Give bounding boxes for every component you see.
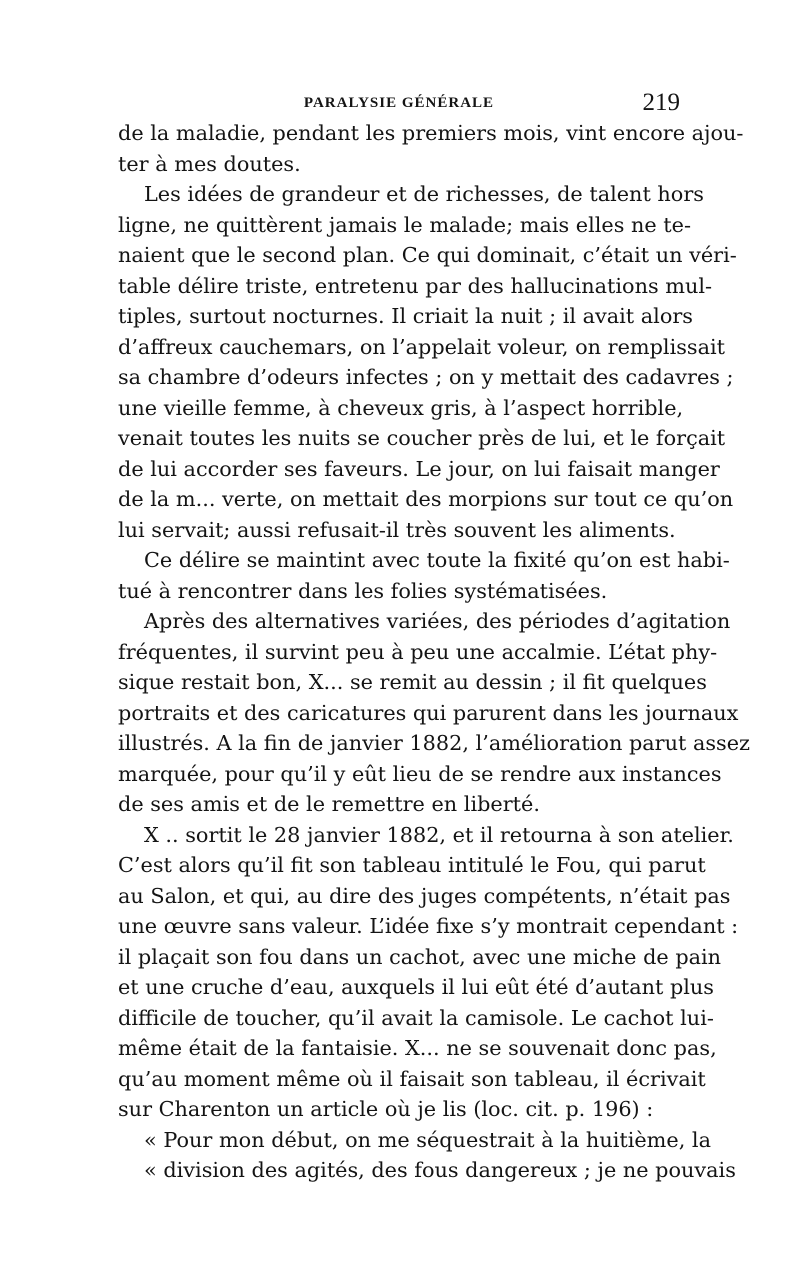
text-line-18: fréquentes, il survint peu à peu une accalmie. L’état phy- bbox=[118, 639, 718, 664]
text-line-17: Après des alternatives variées, des périodes d’agitation bbox=[144, 609, 731, 633]
text-line-8: d’affreux cauchemars, on l’appelait voleur, on remplissait bbox=[118, 334, 725, 359]
body-text bbox=[118, 118, 750, 1186]
text-line-11: venait toutes les nuits se coucher près de lui, et le forçait bbox=[118, 426, 726, 450]
text-line-4: ligne, ne quittèrent jamais le malade; mais elles ne te- bbox=[118, 212, 691, 237]
text-line-27: une œuvre sans valeur. L’idée fixe s’y montrait cependant : bbox=[118, 914, 739, 938]
text-line-12: de lui accorder ses faveurs. Le jour, on lui faisait manger bbox=[118, 456, 720, 481]
text-line-14: lui servait; aussi refusait-il très souvent les aliments. bbox=[118, 517, 676, 542]
text-line-23: de ses amis et de le remettre en liberté. bbox=[118, 792, 540, 816]
text-line-7: tiples, surtout nocturnes. Il criait la nuit ; il avait alors bbox=[118, 304, 693, 328]
text-line-34: « Pour mon début, on me séquestrait à la huitième, la bbox=[144, 1127, 711, 1152]
text-line-9: sa chambre d’odeurs infectes ; on y mettait des cadavres ; bbox=[118, 365, 734, 389]
book-page bbox=[118, 88, 750, 1188]
page-number: 219 bbox=[642, 89, 680, 116]
text-line-3: Les idées de grandeur et de richesses, de talent hors bbox=[144, 182, 704, 206]
text-line-24: X .. sortit le 28 janvier 1882, et il retourna à son atelier. bbox=[144, 822, 734, 847]
running-title: PARALYSIE GÉNÉRALE bbox=[303, 95, 495, 111]
text-line-21: illustrés. A la fin de janvier 1882, l’amélioration parut assez bbox=[118, 731, 750, 755]
text-line-6: table délire triste, entretenu par des hallucinations mul- bbox=[118, 273, 713, 298]
text-line-31: même était de la fantaisie. X... ne se souvenait donc pas, bbox=[118, 1036, 717, 1060]
text-line-30: difficile de toucher, qu’il avait la camisole. Le cachot lui- bbox=[118, 1005, 714, 1030]
text-line-2: ter à mes doutes. bbox=[118, 151, 301, 176]
text-line-15: Ce délire se maintint avec toute la fixité qu’on est habi- bbox=[144, 548, 730, 572]
text-line-20: portraits et des caricatures qui parurent dans les journaux bbox=[118, 700, 739, 725]
text-line-16: tué à rencontrer dans les folies systématisées. bbox=[118, 578, 608, 603]
text-line-35: « division des agités, des fous dangereux ; je ne pouvais bbox=[144, 1158, 736, 1182]
text-line-28: il plaçait son fou dans un cachot, avec une miche de pain bbox=[118, 944, 722, 969]
text-line-32: qu’au moment même où il faisait son tableau, il écrivait bbox=[118, 1066, 706, 1091]
page-header bbox=[118, 88, 680, 118]
text-line-26: au Salon, et qui, au dire des juges compétents, n’était pas bbox=[118, 883, 731, 908]
text-line-22: marquée, pour qu’il y eût lieu de se rendre aux instances bbox=[118, 761, 722, 786]
text-line-1: de la maladie, pendant les premiers mois, vint encore ajou- bbox=[118, 121, 744, 145]
text-line-33: sur Charenton un article où je lis (loc. cit. p. 196) : bbox=[118, 1097, 654, 1121]
text-line-25: C’est alors qu’il fit son tableau intitulé le Fou, qui parut bbox=[118, 853, 706, 877]
text-line-5: naient que le second plan. Ce qui dominait, c’était un véri- bbox=[118, 243, 737, 267]
text-line-10: une vieille femme, à cheveux gris, à l’aspect horrible, bbox=[118, 395, 684, 420]
text-line-13: de la m... verte, on mettait des morpions sur tout ce qu’on bbox=[118, 487, 734, 511]
text-line-19: sique restait bon, X... se remit au dessin ; il fit quelques bbox=[118, 670, 707, 694]
text-line-29: et une cruche d’eau, auxquels il lui eût été d’autant plus bbox=[118, 975, 714, 999]
